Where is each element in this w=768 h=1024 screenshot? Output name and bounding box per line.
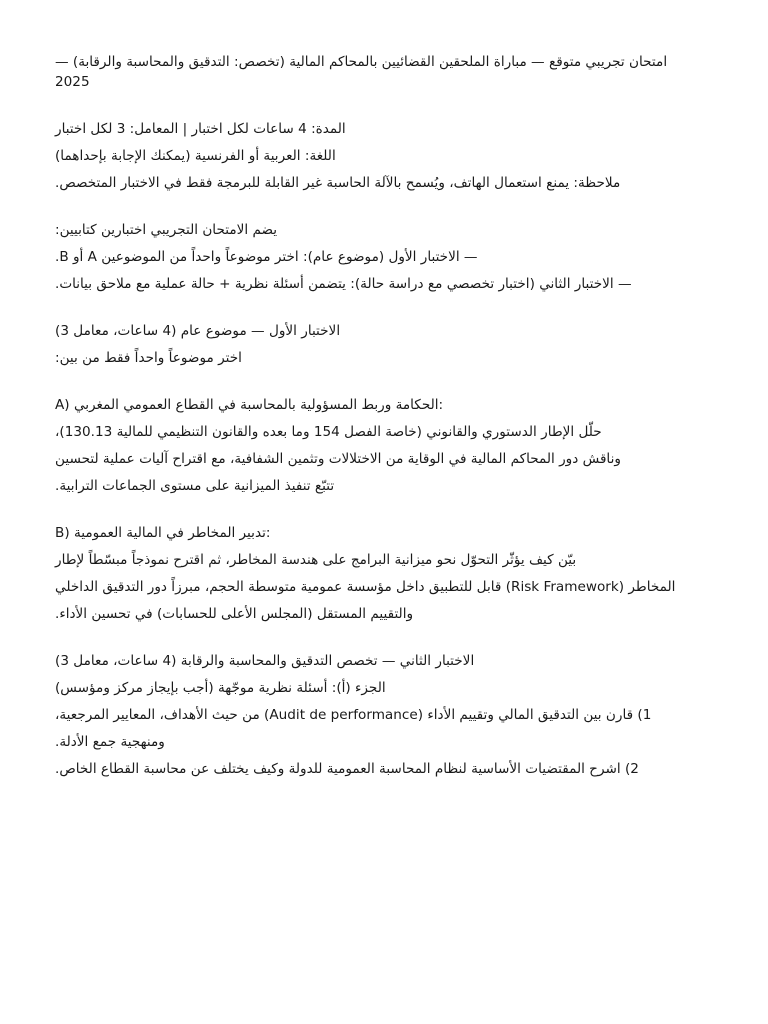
- overview-test2: — الاختبار الثاني (اختبار تخصصي مع دراسة حالة): يتضمن أسئلة نظرية + حالة عملية مع ملاحق بيانات.: [55, 276, 632, 292]
- topic-a-line: حلّل الإطار الدستوري والقانوني (خاصة الفصل 154 وما بعده والقانون التنظيمي للمالية 130.13)،: [55, 424, 602, 440]
- language-info: اللغة: العربية أو الفرنسية (يمكنك الإجابة بإحداهما): [55, 148, 336, 164]
- overview-test1: — الاختبار الأول (موضوع عام): اختر موضوعاً واحداً من الموضوعين A أو B.: [55, 249, 478, 265]
- topic-a-line: وناقش دور المحاكم المالية في الوقاية من الاختلالات وتثمين الشفافية، مع اقتراح آليات عملية لتحسين: [55, 451, 621, 467]
- duration-info: المدة: 4 ساعات لكل اختبار | المعامل: 3 لكل اختبار: [55, 121, 346, 137]
- exam1-instruction: اختر موضوعاً واحداً فقط من بين:: [55, 350, 242, 366]
- topic-b-line: المخاطر (Risk Framework) قابل للتطبيق داخل مؤسسة عمومية متوسطة الحجم، مبرزاً دور التدقيق الداخلي: [55, 579, 676, 595]
- topic-b-line: والتقييم المستقل (المجلس الأعلى للحسابات) في تحسين الأداء.: [55, 606, 414, 622]
- exam1-heading: الاختبار الأول — موضوع عام (4 ساعات، معامل 3): [55, 323, 341, 339]
- question-1-line: 1) قارن بين التدقيق المالي وتقييم الأداء (Audit de performance) من حيث الأهداف، المعايير المرجعية،: [55, 707, 652, 723]
- usage-note: ملاحظة: يمنع استعمال الهاتف، ويُسمح بالآلة الحاسبة غير القابلة للبرمجة فقط في الاختبار المتخصص.: [55, 175, 621, 191]
- exam2-heading: الاختبار الثاني — تخصص التدقيق والمحاسبة والرقابة (4 ساعات، معامل 3): [55, 653, 475, 669]
- topic-b-title: B) تدبير المخاطر في المالية العمومية:: [55, 525, 271, 541]
- question-2: 2) اشرح المقتضيات الأساسية لنظام المحاسبة العمومية للدولة وكيف يختلف عن محاسبة القطاع الخاص.: [55, 761, 639, 777]
- overview-intro: يضم الامتحان التجريبي اختبارين كتابيين:: [55, 222, 278, 238]
- question-1-line: ومنهجية جمع الأدلة.: [55, 734, 165, 750]
- document-title: امتحان تجريبي متوقع — مباراة الملحقين القضائيين بالمحاكم المالية (تخصص: التدقيق والمحاسبة والرقابة) — 2025: [55, 54, 668, 90]
- topic-a-title: A) الحكامة وربط المسؤولية بالمحاسبة في القطاع العمومي المغربي:: [55, 397, 444, 413]
- part-a-heading: الجزء (أ): أسئلة نظرية موجّهة (أجب بإيجاز مركز ومؤسس): [55, 680, 386, 696]
- topic-b-line: بيّن كيف يؤثّر التحوّل نحو ميزانية البرامج على هندسة المخاطر، ثم اقترح نموذجاً مبسّطاً لإطار: [55, 552, 577, 568]
- topic-a-line: تتبّع تنفيذ الميزانية على مستوى الجماعات الترابية.: [55, 478, 335, 494]
